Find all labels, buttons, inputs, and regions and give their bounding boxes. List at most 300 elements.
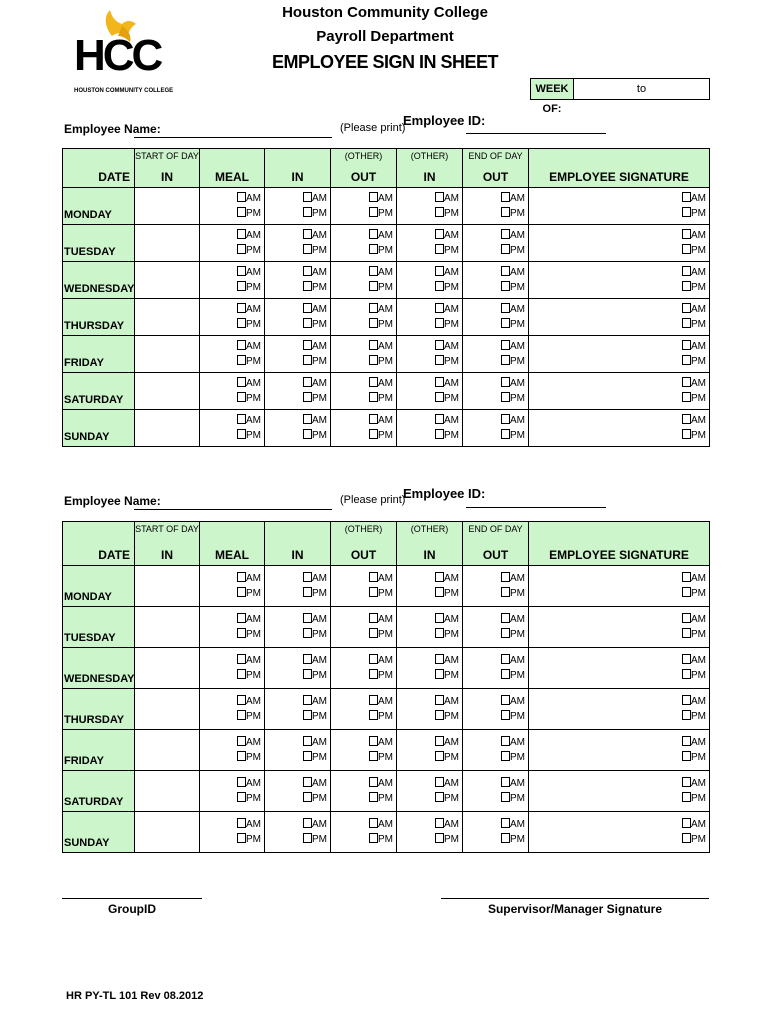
am-checkbox[interactable] xyxy=(303,340,312,350)
time-cell[interactable] xyxy=(397,771,463,812)
time-cell[interactable] xyxy=(331,336,397,373)
am-checkbox[interactable] xyxy=(682,266,691,276)
pm-checkbox[interactable] xyxy=(369,669,378,679)
time-cell[interactable] xyxy=(463,812,529,853)
time-cell[interactable] xyxy=(265,607,331,648)
am-checkbox[interactable] xyxy=(682,818,691,828)
am-checkbox[interactable] xyxy=(303,303,312,313)
time-cell[interactable] xyxy=(200,648,265,689)
am-checkbox[interactable] xyxy=(369,572,378,582)
time-cell[interactable] xyxy=(529,225,710,262)
date-cell[interactable] xyxy=(135,566,200,607)
am-checkbox[interactable] xyxy=(369,303,378,313)
pm-label: PM xyxy=(246,711,261,722)
am-checkbox[interactable] xyxy=(369,695,378,705)
am-checkbox[interactable] xyxy=(369,613,378,623)
date-cell[interactable] xyxy=(135,730,200,771)
am-checkbox[interactable] xyxy=(501,414,510,424)
pm-checkbox[interactable] xyxy=(369,710,378,720)
am-checkbox[interactable] xyxy=(303,572,312,582)
time-cell[interactable] xyxy=(200,566,265,607)
am-checkbox[interactable] xyxy=(237,229,246,239)
am-checkbox[interactable] xyxy=(435,340,444,350)
pm-checkbox[interactable] xyxy=(369,429,378,439)
am-checkbox[interactable] xyxy=(435,818,444,828)
am-checkbox[interactable] xyxy=(501,572,510,582)
pm-checkbox[interactable] xyxy=(237,281,246,291)
time-cell[interactable] xyxy=(529,607,710,648)
pm-checkbox[interactable] xyxy=(369,355,378,365)
am-checkbox[interactable] xyxy=(237,695,246,705)
time-cell[interactable] xyxy=(200,373,265,410)
pm-checkbox[interactable] xyxy=(501,833,510,843)
am-checkbox[interactable] xyxy=(369,654,378,664)
am-checkbox[interactable] xyxy=(237,613,246,623)
pm-checkbox[interactable] xyxy=(303,244,312,254)
pm-checkbox[interactable] xyxy=(369,207,378,217)
day-label: WEDNESDAY xyxy=(64,673,135,685)
pm-checkbox[interactable] xyxy=(682,429,691,439)
am-checkbox[interactable] xyxy=(303,192,312,202)
pm-checkbox[interactable] xyxy=(501,792,510,802)
time-cell[interactable] xyxy=(265,771,331,812)
am-checkbox[interactable] xyxy=(303,377,312,387)
time-cell[interactable] xyxy=(529,689,710,730)
pm-checkbox[interactable] xyxy=(303,355,312,365)
am-checkbox[interactable] xyxy=(237,377,246,387)
time-cell[interactable] xyxy=(200,336,265,373)
pm-checkbox[interactable] xyxy=(369,244,378,254)
pm-checkbox[interactable] xyxy=(369,833,378,843)
time-cell[interactable] xyxy=(397,188,463,225)
pm-checkbox[interactable] xyxy=(435,318,444,328)
am-checkbox[interactable] xyxy=(435,192,444,202)
am-checkbox[interactable] xyxy=(369,377,378,387)
pm-checkbox[interactable] xyxy=(435,628,444,638)
time-cell[interactable] xyxy=(265,410,331,447)
pm-checkbox[interactable] xyxy=(682,669,691,679)
date-cell[interactable] xyxy=(135,373,200,410)
pm-checkbox[interactable] xyxy=(303,207,312,217)
pm-checkbox[interactable] xyxy=(435,751,444,761)
week-of-field[interactable] xyxy=(574,79,709,99)
pm-checkbox[interactable] xyxy=(682,392,691,402)
pm-checkbox[interactable] xyxy=(369,792,378,802)
am-checkbox[interactable] xyxy=(435,613,444,623)
time-cell[interactable] xyxy=(529,410,710,447)
pm-label: PM xyxy=(691,430,706,441)
pm-checkbox[interactable] xyxy=(501,318,510,328)
am-label: AM xyxy=(510,778,525,789)
pm-checkbox[interactable] xyxy=(237,355,246,365)
time-cell[interactable] xyxy=(331,225,397,262)
time-cell[interactable] xyxy=(265,336,331,373)
am-checkbox[interactable] xyxy=(435,654,444,664)
date-cell[interactable] xyxy=(135,410,200,447)
time-cell[interactable] xyxy=(463,225,529,262)
am-checkbox[interactable] xyxy=(435,303,444,313)
time-cell[interactable] xyxy=(463,771,529,812)
pm-checkbox[interactable] xyxy=(237,710,246,720)
am-checkbox[interactable] xyxy=(303,654,312,664)
time-cell[interactable] xyxy=(397,730,463,771)
date-cell[interactable] xyxy=(135,188,200,225)
am-checkbox[interactable] xyxy=(369,340,378,350)
time-cell[interactable] xyxy=(529,771,710,812)
pm-checkbox[interactable] xyxy=(237,207,246,217)
pm-checkbox[interactable] xyxy=(369,587,378,597)
pm-checkbox[interactable] xyxy=(303,833,312,843)
am-checkbox[interactable] xyxy=(501,613,510,623)
time-cell[interactable] xyxy=(529,188,710,225)
date-cell[interactable] xyxy=(135,689,200,730)
time-cell[interactable] xyxy=(529,648,710,689)
time-cell[interactable] xyxy=(265,188,331,225)
time-cell[interactable] xyxy=(331,373,397,410)
time-cell[interactable] xyxy=(463,410,529,447)
pm-checkbox[interactable] xyxy=(303,587,312,597)
pm-checkbox[interactable] xyxy=(682,318,691,328)
pm-label: PM xyxy=(246,629,261,640)
column-header xyxy=(265,149,331,188)
am-checkbox[interactable] xyxy=(303,229,312,239)
am-checkbox[interactable] xyxy=(501,303,510,313)
am-label: AM xyxy=(246,614,261,625)
time-cell[interactable] xyxy=(397,336,463,373)
pm-checkbox[interactable] xyxy=(369,628,378,638)
am-checkbox[interactable] xyxy=(435,266,444,276)
date-cell[interactable] xyxy=(135,262,200,299)
pm-checkbox[interactable] xyxy=(435,833,444,843)
time-cell[interactable] xyxy=(463,299,529,336)
am-checkbox[interactable] xyxy=(501,654,510,664)
pm-checkbox[interactable] xyxy=(435,244,444,254)
time-cell[interactable] xyxy=(200,771,265,812)
time-cell[interactable] xyxy=(265,730,331,771)
am-checkbox[interactable] xyxy=(435,377,444,387)
pm-checkbox[interactable] xyxy=(303,792,312,802)
date-cell[interactable] xyxy=(135,299,200,336)
am-checkbox[interactable] xyxy=(237,818,246,828)
am-checkbox[interactable] xyxy=(682,192,691,202)
am-checkbox[interactable] xyxy=(237,777,246,787)
date-cell[interactable] xyxy=(135,225,200,262)
table-row xyxy=(63,812,710,853)
date-cell[interactable] xyxy=(135,771,200,812)
pm-checkbox[interactable] xyxy=(303,318,312,328)
employee-id-field[interactable] xyxy=(466,506,606,508)
employee-name-field[interactable] xyxy=(134,136,332,138)
am-checkbox[interactable] xyxy=(501,377,510,387)
pm-checkbox[interactable] xyxy=(682,792,691,802)
time-cell[interactable] xyxy=(529,299,710,336)
day-cell xyxy=(63,373,135,410)
pm-checkbox[interactable] xyxy=(435,355,444,365)
pm-checkbox[interactable] xyxy=(303,281,312,291)
am-label: AM xyxy=(510,415,525,426)
am-checkbox[interactable] xyxy=(237,192,246,202)
time-cell[interactable] xyxy=(200,262,265,299)
am-checkbox[interactable] xyxy=(303,414,312,424)
time-cell[interactable] xyxy=(265,648,331,689)
time-cell[interactable] xyxy=(331,607,397,648)
employee-id-field[interactable] xyxy=(466,132,606,134)
am-checkbox[interactable] xyxy=(237,340,246,350)
time-cell[interactable] xyxy=(200,607,265,648)
am-label: AM xyxy=(444,230,459,241)
pm-checkbox[interactable] xyxy=(237,669,246,679)
pm-checkbox[interactable] xyxy=(435,587,444,597)
am-checkbox[interactable] xyxy=(237,654,246,664)
pm-checkbox[interactable] xyxy=(237,392,246,402)
time-cell[interactable] xyxy=(463,607,529,648)
am-checkbox[interactable] xyxy=(435,695,444,705)
am-label: AM xyxy=(444,304,459,315)
am-checkbox[interactable] xyxy=(303,266,312,276)
employee-name-field[interactable] xyxy=(134,508,332,510)
pm-checkbox[interactable] xyxy=(682,244,691,254)
time-cell[interactable] xyxy=(265,373,331,410)
pm-checkbox[interactable] xyxy=(369,751,378,761)
time-cell[interactable] xyxy=(529,812,710,853)
pm-checkbox[interactable] xyxy=(501,392,510,402)
am-checkbox[interactable] xyxy=(501,192,510,202)
pm-checkbox[interactable] xyxy=(435,792,444,802)
pm-checkbox[interactable] xyxy=(501,587,510,597)
pm-checkbox[interactable] xyxy=(237,792,246,802)
column-header-label: OUT xyxy=(482,548,509,562)
time-cell[interactable] xyxy=(265,812,331,853)
pm-checkbox[interactable] xyxy=(303,628,312,638)
am-checkbox[interactable] xyxy=(501,736,510,746)
time-cell[interactable] xyxy=(397,689,463,730)
am-label: AM xyxy=(312,304,327,315)
am-checkbox[interactable] xyxy=(237,266,246,276)
time-cell[interactable] xyxy=(200,188,265,225)
time-cell[interactable] xyxy=(265,262,331,299)
pm-checkbox[interactable] xyxy=(237,628,246,638)
pm-label: PM xyxy=(378,834,393,845)
am-checkbox[interactable] xyxy=(682,736,691,746)
pm-checkbox[interactable] xyxy=(303,669,312,679)
am-label: AM xyxy=(312,415,327,426)
am-checkbox[interactable] xyxy=(501,266,510,276)
pm-checkbox[interactable] xyxy=(682,281,691,291)
pm-checkbox[interactable] xyxy=(237,318,246,328)
pm-checkbox[interactable] xyxy=(501,281,510,291)
am-checkbox[interactable] xyxy=(501,229,510,239)
pm-checkbox[interactable] xyxy=(303,710,312,720)
am-checkbox[interactable] xyxy=(501,818,510,828)
am-checkbox[interactable] xyxy=(369,414,378,424)
pm-checkbox[interactable] xyxy=(682,587,691,597)
pm-checkbox[interactable] xyxy=(435,392,444,402)
date-cell[interactable] xyxy=(135,336,200,373)
time-cell[interactable] xyxy=(331,188,397,225)
am-checkbox[interactable] xyxy=(682,654,691,664)
pm-checkbox[interactable] xyxy=(501,628,510,638)
time-cell[interactable] xyxy=(200,225,265,262)
time-cell[interactable] xyxy=(200,410,265,447)
time-cell[interactable] xyxy=(529,730,710,771)
am-checkbox[interactable] xyxy=(501,340,510,350)
am-label: AM xyxy=(691,230,706,241)
pm-checkbox[interactable] xyxy=(435,429,444,439)
am-label: AM xyxy=(378,737,393,748)
am-label: AM xyxy=(378,819,393,830)
date-cell[interactable] xyxy=(135,812,200,853)
am-checkbox[interactable] xyxy=(237,736,246,746)
time-cell[interactable] xyxy=(463,336,529,373)
time-cell[interactable] xyxy=(331,812,397,853)
time-cell[interactable] xyxy=(331,771,397,812)
pm-checkbox[interactable] xyxy=(682,628,691,638)
am-checkbox[interactable] xyxy=(435,572,444,582)
am-checkbox[interactable] xyxy=(369,818,378,828)
time-cell[interactable] xyxy=(331,648,397,689)
am-checkbox[interactable] xyxy=(303,736,312,746)
pm-checkbox[interactable] xyxy=(682,207,691,217)
am-checkbox[interactable] xyxy=(682,377,691,387)
pm-checkbox[interactable] xyxy=(237,429,246,439)
pm-label: PM xyxy=(691,282,706,293)
am-checkbox[interactable] xyxy=(237,414,246,424)
pm-checkbox[interactable] xyxy=(501,669,510,679)
am-checkbox[interactable] xyxy=(435,414,444,424)
am-label: AM xyxy=(510,655,525,666)
pm-checkbox[interactable] xyxy=(682,751,691,761)
am-checkbox[interactable] xyxy=(682,303,691,313)
time-cell[interactable] xyxy=(463,730,529,771)
pm-label: PM xyxy=(378,319,393,330)
time-cell[interactable] xyxy=(463,373,529,410)
time-cell[interactable] xyxy=(463,566,529,607)
am-checkbox[interactable] xyxy=(303,818,312,828)
time-cell[interactable] xyxy=(331,299,397,336)
pm-checkbox[interactable] xyxy=(682,355,691,365)
date-cell[interactable] xyxy=(135,607,200,648)
time-cell[interactable] xyxy=(397,373,463,410)
time-cell[interactable] xyxy=(463,689,529,730)
date-cell[interactable] xyxy=(135,648,200,689)
am-checkbox[interactable] xyxy=(682,613,691,623)
am-checkbox[interactable] xyxy=(682,777,691,787)
time-cell[interactable] xyxy=(331,262,397,299)
pm-checkbox[interactable] xyxy=(501,355,510,365)
am-checkbox[interactable] xyxy=(501,777,510,787)
am-checkbox[interactable] xyxy=(303,613,312,623)
column-header-label: EMPLOYEE SIGNATURE xyxy=(549,548,689,562)
time-cell[interactable] xyxy=(397,812,463,853)
time-cell[interactable] xyxy=(397,410,463,447)
time-cell[interactable] xyxy=(463,648,529,689)
group-id-field[interactable] xyxy=(62,897,202,899)
pm-checkbox[interactable] xyxy=(237,751,246,761)
am-checkbox[interactable] xyxy=(501,695,510,705)
pm-checkbox[interactable] xyxy=(501,710,510,720)
time-cell[interactable] xyxy=(529,262,710,299)
time-cell[interactable] xyxy=(529,336,710,373)
time-cell[interactable] xyxy=(200,730,265,771)
pm-checkbox[interactable] xyxy=(369,392,378,402)
pm-checkbox[interactable] xyxy=(682,833,691,843)
time-cell[interactable] xyxy=(331,689,397,730)
am-checkbox[interactable] xyxy=(303,695,312,705)
pm-checkbox[interactable] xyxy=(435,669,444,679)
am-checkbox[interactable] xyxy=(682,229,691,239)
pm-checkbox[interactable] xyxy=(369,281,378,291)
time-cell[interactable] xyxy=(397,648,463,689)
am-checkbox[interactable] xyxy=(237,572,246,582)
time-cell[interactable] xyxy=(331,566,397,607)
pm-checkbox[interactable] xyxy=(501,207,510,217)
pm-checkbox[interactable] xyxy=(501,751,510,761)
am-checkbox[interactable] xyxy=(682,340,691,350)
time-cell[interactable] xyxy=(200,689,265,730)
time-cell[interactable] xyxy=(529,373,710,410)
pm-checkbox[interactable] xyxy=(682,710,691,720)
pm-checkbox[interactable] xyxy=(435,281,444,291)
pm-checkbox[interactable] xyxy=(237,833,246,843)
am-checkbox[interactable] xyxy=(369,192,378,202)
time-cell[interactable] xyxy=(331,730,397,771)
am-checkbox[interactable] xyxy=(435,736,444,746)
am-checkbox[interactable] xyxy=(682,572,691,582)
am-checkbox[interactable] xyxy=(303,777,312,787)
am-label: AM xyxy=(510,378,525,389)
employee-id-label: Employee ID: xyxy=(403,113,486,128)
am-label: AM xyxy=(444,573,459,584)
pm-checkbox[interactable] xyxy=(303,429,312,439)
time-cell[interactable] xyxy=(529,566,710,607)
time-cell[interactable] xyxy=(265,299,331,336)
time-cell[interactable] xyxy=(265,566,331,607)
supervisor-signature-field[interactable] xyxy=(441,897,709,899)
time-cell[interactable] xyxy=(397,225,463,262)
pm-checkbox[interactable] xyxy=(435,207,444,217)
am-checkbox[interactable] xyxy=(682,695,691,705)
pm-checkbox[interactable] xyxy=(501,429,510,439)
time-cell[interactable] xyxy=(397,262,463,299)
pm-checkbox[interactable] xyxy=(435,710,444,720)
time-cell[interactable] xyxy=(265,689,331,730)
time-cell[interactable] xyxy=(397,607,463,648)
time-cell[interactable] xyxy=(463,262,529,299)
am-checkbox[interactable] xyxy=(369,229,378,239)
am-checkbox[interactable] xyxy=(682,414,691,424)
pm-checkbox[interactable] xyxy=(501,244,510,254)
am-checkbox[interactable] xyxy=(237,303,246,313)
time-cell[interactable] xyxy=(463,188,529,225)
am-checkbox[interactable] xyxy=(435,229,444,239)
time-cell[interactable] xyxy=(265,225,331,262)
pm-checkbox[interactable] xyxy=(303,751,312,761)
pm-checkbox[interactable] xyxy=(369,318,378,328)
time-cell[interactable] xyxy=(200,812,265,853)
time-cell[interactable] xyxy=(200,299,265,336)
pm-checkbox[interactable] xyxy=(237,587,246,597)
am-checkbox[interactable] xyxy=(435,777,444,787)
am-checkbox[interactable] xyxy=(369,266,378,276)
am-checkbox[interactable] xyxy=(369,777,378,787)
time-cell[interactable] xyxy=(331,410,397,447)
time-cell[interactable] xyxy=(397,299,463,336)
am-checkbox[interactable] xyxy=(369,736,378,746)
time-cell[interactable] xyxy=(397,566,463,607)
pm-checkbox[interactable] xyxy=(303,392,312,402)
pm-checkbox[interactable] xyxy=(237,244,246,254)
am-label: AM xyxy=(246,304,261,315)
